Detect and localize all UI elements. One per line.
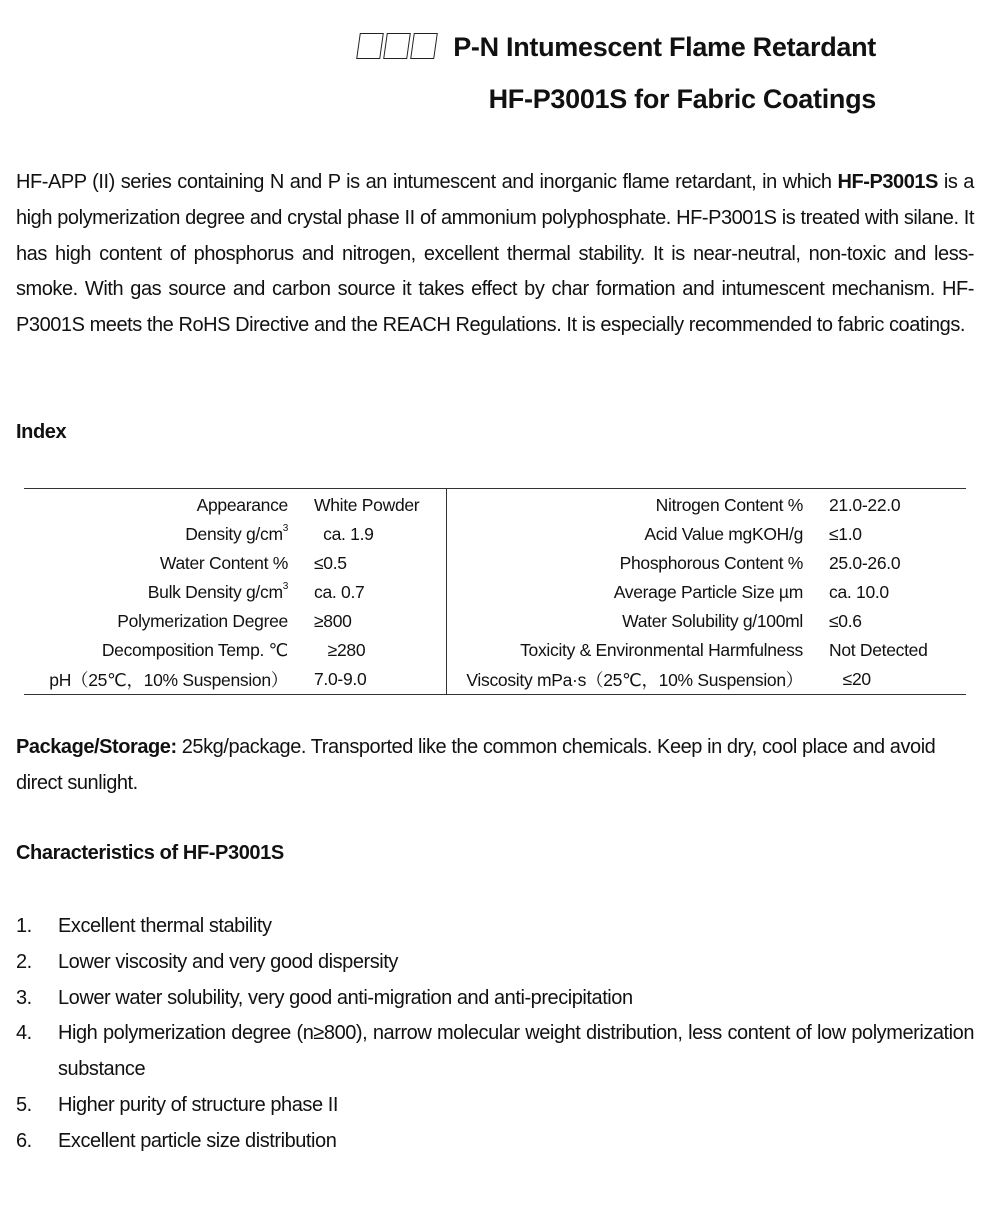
property-label: Viscosity mPa·s（25℃，10% Suspension） [466,670,803,690]
title-text-1: P-N Intumescent Flame Retardant [453,32,876,62]
intro-text-rest: is a high polymerization degree and crystal phase II of ammonium polyphosphate. HF-P3001S is treated with silane. It has high content of phosphorus and nitrogen, excellent thermal stability. It is near-neutral, non-toxic and less-smoke. With gas source and carbon source it takes effect by char formation and intumescent mechanism. HF-P3001S meets the RoHS Directive and the REACH Regulations. It is especially recommended to fabric coatings. [16,171,974,337]
property-value: ≤0.6 [829,611,862,631]
intro-product-name: HF-P3001S [837,171,938,193]
list-number: 3. [16,986,32,1009]
list-number: 2. [16,950,32,973]
package-label: Package/Storage: [16,736,177,758]
property-value: ≥280 [314,636,447,665]
table-row [24,489,966,521]
property-label: pH（25℃，10% Suspension） [49,670,288,690]
property-value: ca. 1.9 [314,520,447,549]
list-item [16,1088,974,1124]
property-value: 25.0-26.0 [829,553,901,573]
list-item [16,1124,974,1160]
list-item [16,981,974,1017]
missing-glyph-icon [356,33,384,59]
intro-paragraph [16,165,974,344]
property-value: 21.0-22.0 [829,495,901,515]
property-value: Not Detected [829,640,928,660]
property-label: Phosphorous Content % [619,553,803,573]
table-row [24,549,966,578]
characteristics-list [16,909,974,1160]
table-row [24,665,966,695]
property-label: Water Content % [159,553,288,573]
table-row [24,607,966,636]
property-value: ca. 0.7 [314,578,447,607]
title-line-2: HF-P3001S for Fabric Coatings [488,84,876,115]
list-number: 6. [16,1129,32,1152]
property-label: Toxicity & Environmental Harmfulness [520,640,803,660]
property-value: 7.0-9.0 [314,665,447,695]
list-text: Lower water solubility, very good anti-migration and anti-precipitation [58,986,633,1009]
list-text: Lower viscosity and very good dispersity [58,950,398,973]
property-label: Appearance [196,495,288,515]
property-label: Acid Value mgKOH/g [644,524,803,544]
property-value: ≤0.5 [314,549,447,578]
property-value: ≤20 [829,669,871,689]
title-line-1 [358,22,876,74]
list-text: High polymerization degree (n≥800), narrow molecular weight distribution, less content of low polymerization substance [58,1022,974,1081]
property-label: Density $g/cm^3$ [185,523,288,544]
missing-glyph-icons [358,23,439,74]
list-number: 5. [16,1093,32,1116]
property-label: Average Particle Size µm [613,582,803,602]
property-label: Nitrogen Content % [655,495,803,515]
property-value: ≥800 [314,607,447,636]
property-label: Polymerization Degree [117,611,288,631]
characteristics-heading: Characteristics of HF-P3001S [16,842,284,864]
list-text: Higher purity of structure phase II [58,1093,338,1116]
list-text: Excellent thermal stability [58,915,272,937]
missing-glyph-icon [383,33,411,59]
list-item [16,909,974,945]
property-label: Water Solubility g/100ml [622,611,803,631]
property-value: White Powder [314,489,447,521]
list-item [16,1016,974,1088]
index-table [24,488,966,695]
list-number: 1. [16,915,32,937]
property-value: ≤1.0 [829,524,862,544]
table-row [24,636,966,665]
missing-glyph-icon [410,33,438,59]
list-text: Excellent particle size distribution [58,1129,337,1152]
table-row [24,520,966,549]
table-row [24,578,966,607]
intro-text-start: HF-APP (II) series containing N and P is an intumescent and inorganic flame retardant, in which [16,171,838,193]
list-number: 4. [16,1022,32,1045]
property-label: Bulk Density $g/cm^3$ [147,581,288,602]
list-item [16,945,974,981]
index-heading: Index [16,421,67,443]
package-text: 25kg/package. Transported like the common chemicals. Keep in dry, cool place and avoid direct sunlight. [16,736,936,794]
package-storage-paragraph [16,730,974,802]
document-title [358,22,876,125]
property-value: ca. 10.0 [829,582,889,602]
property-label: Decomposition Temp. ℃ [101,640,288,660]
